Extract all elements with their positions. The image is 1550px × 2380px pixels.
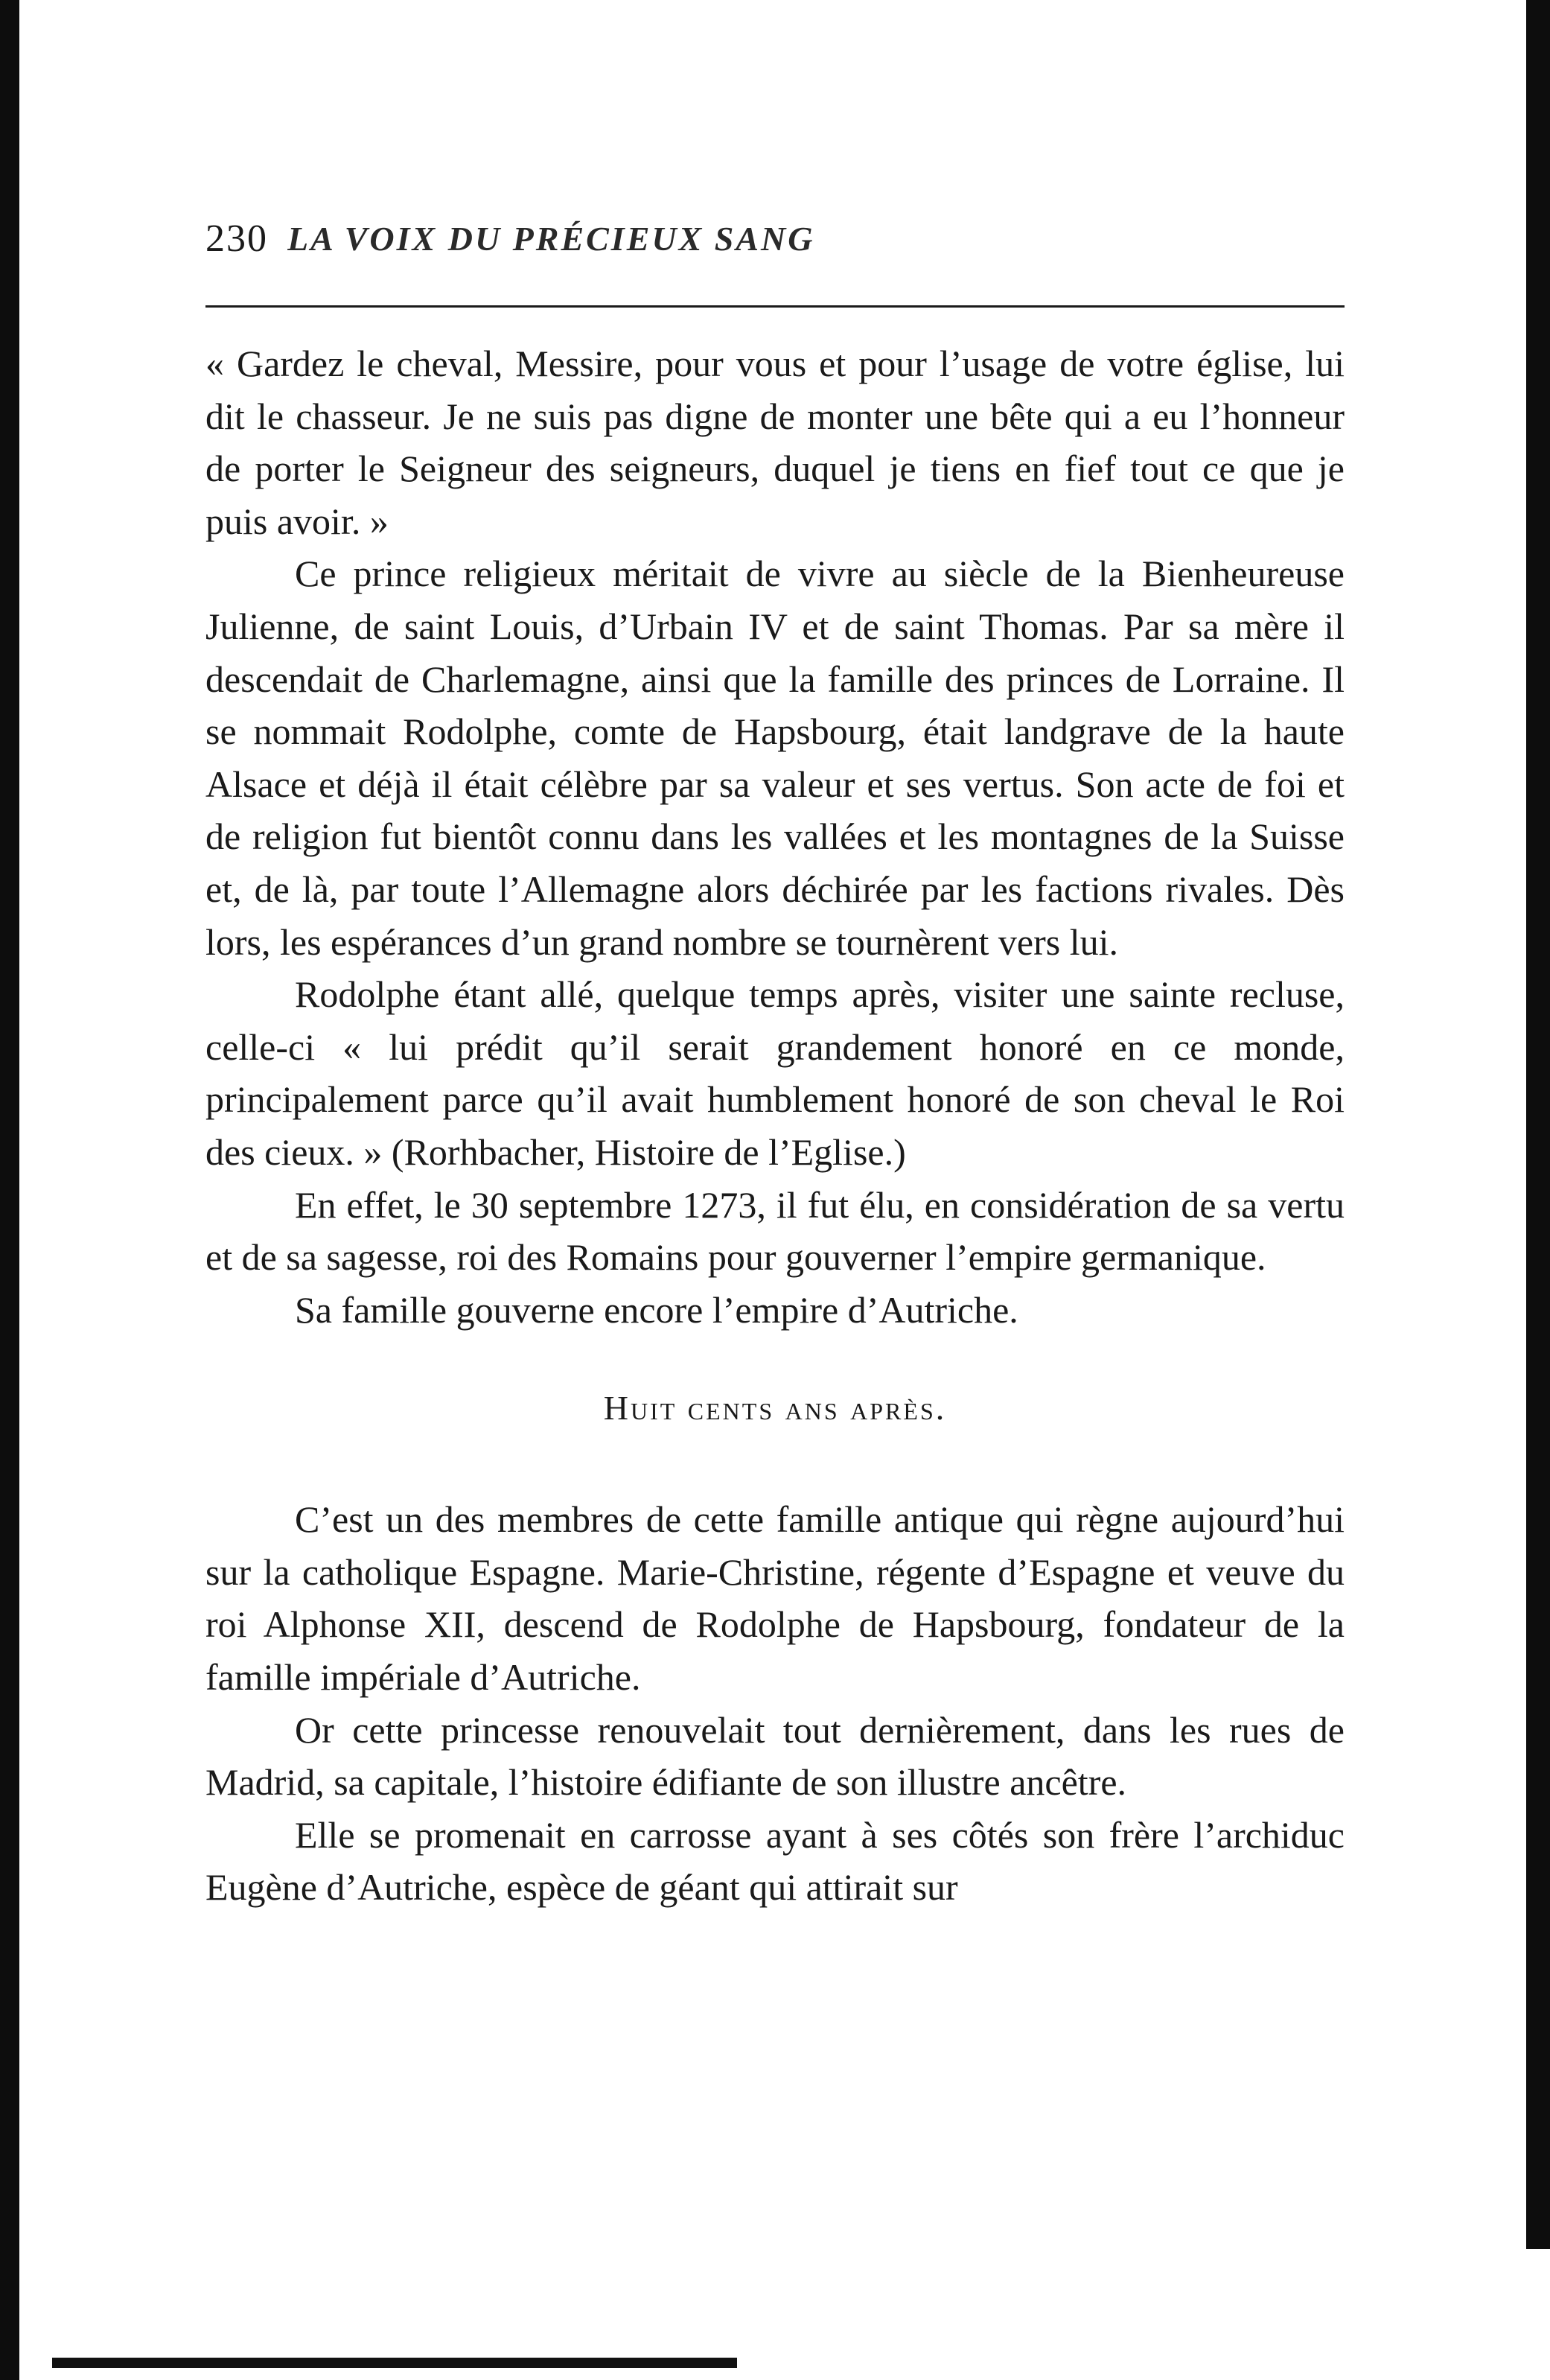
scan-border-left <box>0 0 19 2380</box>
scan-border-right <box>1526 0 1550 2249</box>
book-page <box>205 201 1345 1914</box>
scan-border-bottom <box>52 2358 737 2368</box>
paragraph: Ce prince religieux méritait de vivre au siècle de la Bienheureuse Julienne, de saint Louis, d’Urbain IV et de saint Thomas. Par sa mère il descendait de Charlemagne, ainsi que la famille des princes de Lorraine. Il se nommait Rodolphe, comte de Hapsbourg, était landgrave de la haute Alsace et déjà il était célèbre par sa valeur et ses vertus. Son acte de foi et de religion fut bientôt connu dans les vallées et les montagnes de la Suisse et, de là, par toute l’Allemagne alors déchirée par les factions rivales. Dès lors, les espérances d’un grand nombre se tournèrent vers lui. <box>205 553 1345 963</box>
page-header <box>205 201 1345 276</box>
paragraph: En effet, le 30 septembre 1273, il fut élu, en considération de sa vertu et de sa sagesse, roi des Romains pour gouverner l’empire germanique. <box>205 1183 1345 1279</box>
body-text-top <box>205 337 1345 1336</box>
running-title: LA VOIX DU PRÉCIEUX SANG <box>287 219 815 258</box>
header-rule <box>205 305 1345 308</box>
paragraph: Sa famille gouverne encore l’empire d’Autriche. <box>295 1288 1018 1331</box>
paragraph: Elle se promenait en carrosse ayant à ses côtés son frère l’archiduc Eugène d’Autriche, espèce de géant qui attirait sur <box>205 1813 1345 1909</box>
page-number: 230 <box>205 217 268 260</box>
body-text-bottom <box>205 1493 1345 1914</box>
paragraph: Or cette princesse renouvelait tout dernièrement, dans les rues de Madrid, sa capitale, l’histoire édifiante de son illustre ancêtre. <box>205 1708 1345 1804</box>
section-heading: Huit cents ans après. <box>603 1389 947 1428</box>
paragraph: Rodolphe étant allé, quelque temps après, visiter une sainte recluse, celle-ci « lui prédit qu’il serait grandement honoré en ce monde, principalement parce qu’il avait humblement honoré de son cheval le Roi des cieux. » (Rorhbacher, Histoire de l’Eglise.) <box>205 973 1345 1173</box>
paragraph: C’est un des membres de cette famille antique qui règne aujourd’hui sur la catholique Espagne. Marie-Christine, régente d’Espagne et veuve du roi Alphonse XII, descend de Rodolphe de Hapsbourg, fondateur de la famille impériale d’Autriche. <box>205 1498 1345 1699</box>
paragraph: « Gardez le cheval, Messire, pour vous et pour l’usage de votre église, lui dit le chasseur. Je ne suis pas digne de monter une bête qui a eu l’honneur de porter le Seigneur des seigneurs, duquel je tiens en fief tout ce que je puis avoir. » <box>205 343 1345 542</box>
